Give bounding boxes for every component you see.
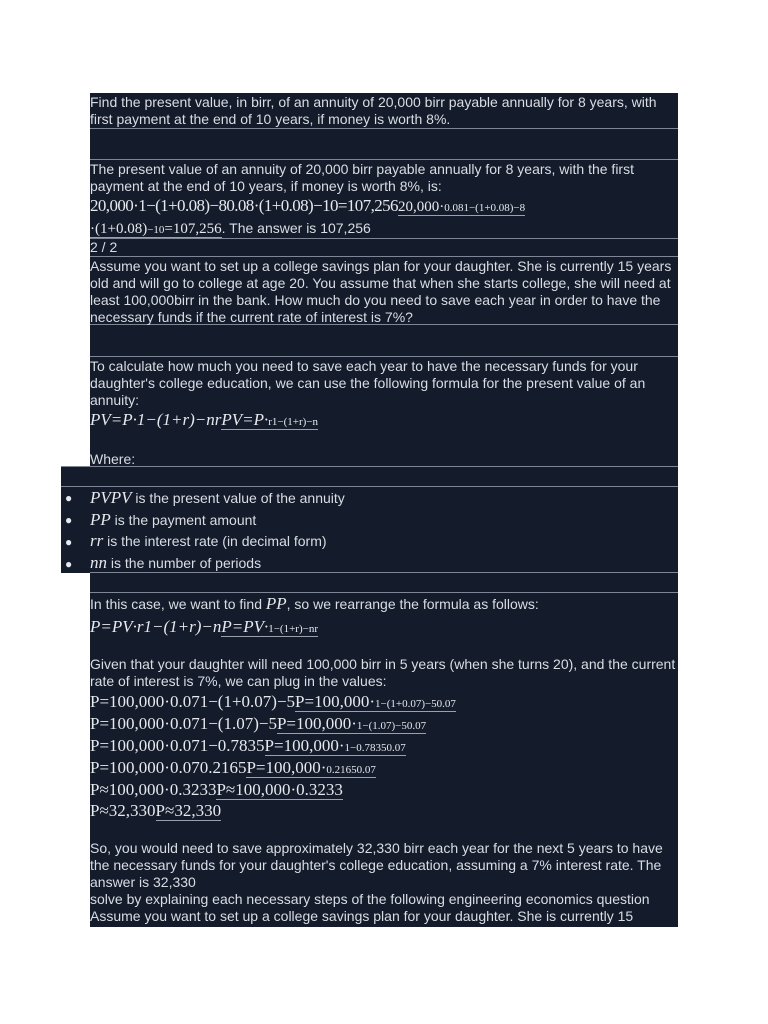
step-3: P=100,000·0.071−0.7835P=100,000·1−0.78350.07 (90, 736, 406, 755)
bullet-icon: ● (65, 491, 73, 505)
block-counter (90, 238, 678, 257)
question-1-text: Find the present value, in birr, of an annuity of 20,000 birr payable annually for 8 years, with first payment at the end of 10 years, if money is worth 8%. (90, 94, 657, 127)
followup-prompt-1: solve by explaining each necessary steps of the following engineering economics question (90, 891, 650, 907)
answer-1-tail: . The answer is 107,256 (221, 220, 371, 236)
pv-formula-rendered: PV=P·r1−(1+r)−n (221, 410, 318, 429)
step-5: P≈100,000·0.3233P≈100,000·0.3233 (90, 780, 343, 799)
bullet-icon: ● (65, 513, 73, 527)
definition-r: rr is the interest rate (in decimal form) (90, 531, 327, 550)
step-1: P=100,000·0.071−(1+0.07)−5P=100,000·1−(1+0.07)−50.07 (90, 692, 456, 711)
definition-p: PP is the payment amount (90, 510, 257, 529)
bullet-icon: ● (65, 535, 73, 549)
answer-1-formula-main: 20,000·1−(1+0.08)−80.08·(1+0.08)−10=107,256 (90, 196, 398, 215)
pv-formula: PV=P·1−(1+r)−nrPV=P·r1−(1+r)−n (90, 410, 318, 429)
definition-pv: PVPV is the present value of the annuity (90, 488, 345, 507)
block-spacer-4 (90, 572, 678, 593)
definition-n: nn is the number of periods (90, 553, 262, 572)
answer-1-formula-rendered-2: ·(1+0.08)−10=107,256 (90, 221, 222, 237)
block-spacer-2 (90, 324, 678, 357)
question-2-text: Assume you want to set up a college savings plan for your daughter. She is currently 15 years old and will go to college at age 20. You assume that when she starts college, she will need at least 100,000birr in the bank. How much do you need to save each year in order to have the necessary funds if the current rate of interest is 7%? (90, 258, 672, 325)
p-formula-rendered: P=PV·1−(1+r)−nr (221, 617, 318, 636)
answer-1-formula-rendered: 20,000·0.081−(1+0.08)−8 (397, 199, 526, 215)
p-formula: P=PV·r1−(1+r)−nP=PV·1−(1+r)−nr (90, 617, 318, 636)
step-2: P=100,000·0.071−(1.07)−5P=100,000·1−(1.07)−50.07 (90, 714, 427, 733)
rearrange-text: In this case, we want to find PP, so we rearrange the formula as follows: (90, 594, 539, 613)
where-label: Where: (90, 451, 136, 467)
conclusion-text: So, you would need to save approximately 32,330 birr each year for the next 5 years to have the necessary funds for your daughter's college education, assuming a 7% interest rate. The answer is 32,330 (90, 840, 663, 890)
step-6: P≈32,330P≈32,330 (90, 801, 222, 820)
response-counter[interactable]: 2 / 2 (90, 239, 118, 255)
block-spacer-3 (61, 466, 678, 487)
bullet-icon: ● (65, 557, 73, 571)
block-spacer-1 (90, 128, 678, 159)
step-4: P=100,000·0.070.2165P=100,000·0.21650.07 (90, 758, 376, 777)
answer-1-formula-line-1 (90, 196, 525, 218)
answer-2-intro: To calculate how much you need to save each year to have the necessary funds for your daughter's college education, we can use the following formula for the present value of an annuity: (90, 358, 646, 408)
given-text: Given that your daughter will need 100,000 birr in 5 years (when she turns 20), and the current rate of interest is 7%, we can plug in the values: (90, 656, 676, 689)
answer-1-formula-line-2 (90, 218, 371, 240)
followup-prompt-2: Assume you want to set up a college savings plan for your daughter. She is currently 15 (90, 908, 634, 924)
answer-1-intro: The present value of an annuity of 20,000 birr payable annually for 8 years, with the first payment at the end of 10 years, if money is worth 8%, is: (90, 161, 634, 194)
